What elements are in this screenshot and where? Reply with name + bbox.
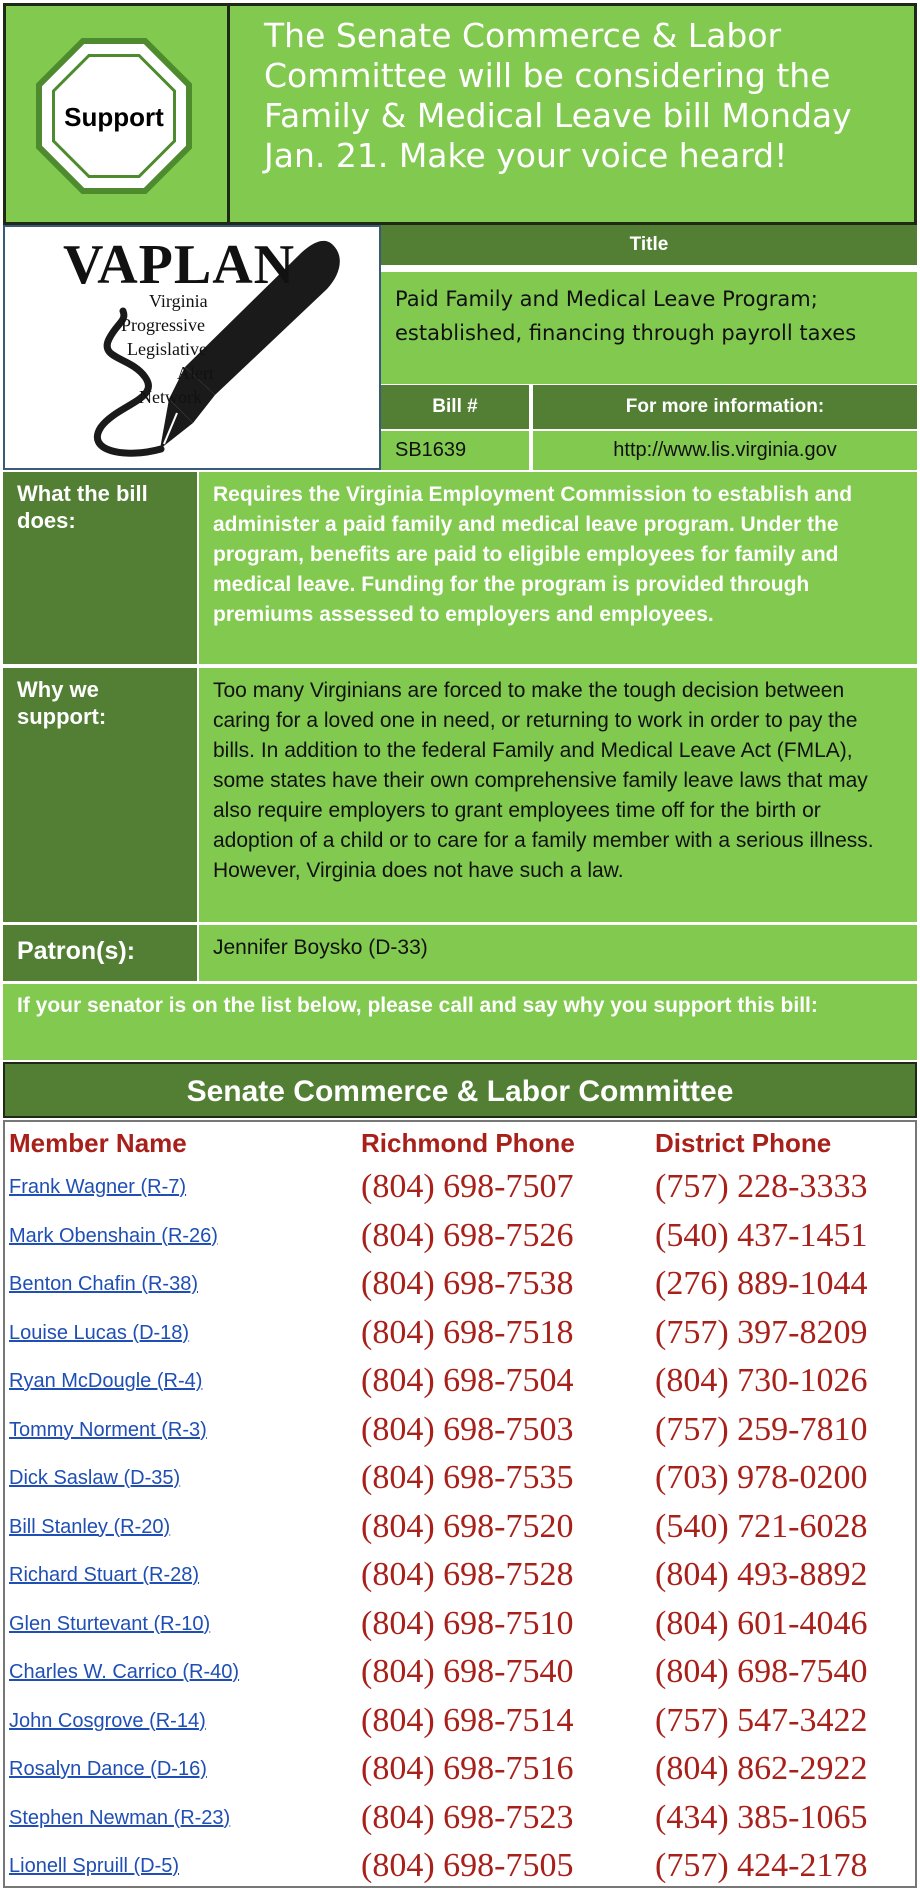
table-row — [5, 1407, 919, 1455]
district-phone: (804) 493-8892 — [655, 1556, 868, 1593]
district-phone: (703) 978-0200 — [655, 1459, 868, 1496]
richmond-phone: (804) 698-7523 — [361, 1798, 574, 1836]
district-phone: (804) 862-2922 — [655, 1750, 868, 1787]
member-name-link[interactable]: Lionell Spruill (D-5) — [9, 1855, 180, 1877]
richmond-phone: (804) 698-7520 — [361, 1507, 574, 1545]
call-to-action: If your senator is on the list below, please call and say why you support this bill: — [3, 984, 917, 1060]
member-name-link[interactable]: John Cosgrove (R-14) — [9, 1709, 206, 1732]
richmond-phone: (804) 698-7540 — [361, 1653, 574, 1690]
member-name-link[interactable]: Rosalyn Dance (D-16) — [9, 1758, 207, 1780]
support-badge: Support — [64, 102, 164, 132]
richmond-phone: (804) 698-7510 — [361, 1604, 574, 1642]
member-name-link[interactable]: Benton Chafin (R-38) — [9, 1273, 198, 1295]
richmond-phone: (804) 698-7504 — [361, 1362, 574, 1399]
logo-wordmark: VAPLAN — [63, 234, 296, 296]
table-row — [5, 1213, 919, 1261]
district-phone: (757) 259-7810 — [655, 1410, 868, 1448]
district-phone: (757) 397-8209 — [655, 1313, 868, 1351]
more-info-header: For more information: — [533, 385, 917, 429]
richmond-phone: (804) 698-7503 — [361, 1410, 574, 1448]
district-phone: (757) 547-3422 — [655, 1701, 868, 1739]
district-phone: (804) 698-7540 — [655, 1653, 868, 1690]
district-phone: (804) 730-1026 — [655, 1362, 868, 1399]
what-bill-does-label: What the bill does: — [3, 472, 197, 664]
district-phone: (757) 424-2178 — [655, 1847, 868, 1884]
why-support-label: Why we support: — [3, 668, 197, 922]
richmond-phone: (804) 698-7526 — [361, 1216, 574, 1254]
bill-number-header: Bill # — [381, 385, 529, 429]
richmond-phone: (804) 698-7528 — [361, 1556, 574, 1593]
member-name-link[interactable]: Frank Wagner (R-7) — [9, 1176, 187, 1198]
table-row — [5, 1455, 919, 1503]
richmond-phone: (804) 698-7514 — [361, 1701, 574, 1739]
member-name-link[interactable]: Louise Lucas (D-18) — [9, 1321, 190, 1344]
committee-title: Senate Commerce & Labor Committee — [3, 1062, 917, 1118]
member-name-link[interactable]: Charles W. Carrico (R-40) — [9, 1661, 240, 1683]
member-name-header: Member Name — [9, 1128, 187, 1158]
district-phone: (276) 889-1044 — [655, 1265, 868, 1302]
bill-info-table — [381, 225, 917, 470]
table-row — [5, 1310, 919, 1358]
support-badge-panel — [6, 6, 230, 222]
richmond-phone: (804) 698-7505 — [361, 1847, 574, 1884]
title-header: Title — [381, 225, 917, 265]
richmond-phone: (804) 698-7518 — [361, 1313, 574, 1351]
bill-number: SB1639 — [381, 431, 529, 470]
richmond-phone: (804) 698-7538 — [361, 1265, 574, 1302]
table-row — [5, 1746, 919, 1794]
richmond-phone-header: Richmond Phone — [361, 1128, 575, 1158]
vaplan-logo — [3, 225, 381, 470]
district-phone: (757) 228-3333 — [655, 1168, 868, 1205]
table-row — [5, 1698, 919, 1746]
top-banner — [3, 3, 917, 225]
headline: The Senate Commerce & Labor Committee will be considering the Family & Medical Leave bill Monday Jan. 21. Make your voice heard! — [264, 16, 852, 175]
logo-line: Alert — [177, 363, 214, 383]
patron-label: Patron(s): — [3, 925, 197, 981]
table-row — [5, 1843, 919, 1891]
member-name-link[interactable]: Bill Stanley (R-20) — [9, 1515, 171, 1538]
what-bill-does-text: Requires the Virginia Employment Commission to establish and administer a paid family and medical leave program. Under the program, benefits are paid to eligible employees for family and medical leave. Funding for the program is provided through premiums assessed to employers and employees. — [199, 472, 917, 664]
richmond-phone: (804) 698-7507 — [361, 1168, 574, 1205]
table-row — [5, 1552, 919, 1600]
district-phone: (540) 437-1451 — [655, 1216, 868, 1254]
logo-line: Network — [139, 387, 202, 407]
table-row — [5, 1358, 919, 1406]
member-directory — [3, 1120, 917, 1888]
title-cell — [381, 269, 917, 384]
member-name-link[interactable]: Mark Obenshain (R-26) — [9, 1224, 218, 1247]
member-name-link[interactable]: Dick Saslaw (D-35) — [9, 1467, 181, 1489]
district-phone-header: District Phone — [655, 1128, 832, 1158]
table-row — [5, 1649, 919, 1697]
district-phone: (434) 385-1065 — [655, 1798, 868, 1836]
member-name-link[interactable]: Tommy Norment (R-3) — [9, 1418, 207, 1441]
more-info-link[interactable]: http://www.lis.virginia.gov — [533, 431, 917, 470]
table-row — [5, 1504, 919, 1552]
table-row — [5, 1261, 919, 1309]
table-row — [5, 1795, 919, 1843]
richmond-phone: (804) 698-7516 — [361, 1750, 574, 1787]
bill-title: Paid Family and Medical Leave Program; established, financing through payroll taxes — [395, 287, 857, 345]
district-phone: (804) 601-4046 — [655, 1604, 868, 1642]
table-row — [5, 1601, 919, 1649]
member-name-link[interactable]: Richard Stuart (R-28) — [9, 1564, 200, 1586]
patron-text: Jennifer Boysko (D-33) — [199, 925, 917, 981]
logo-line: Virginia — [149, 291, 208, 311]
table-row — [5, 1164, 919, 1212]
member-name-link[interactable]: Glen Sturtevant (R-10) — [9, 1612, 211, 1635]
why-support-text: Too many Virginians are forced to make the tough decision between caring for a loved one in need, or returning to work in order to pay the bills. In addition to the federal Family and Medical Leave Act (FMLA), some states have their own comprehensive family leave laws that may also require employers to grant employees time off for the birth or adoption of a child or to care for a family member with a serious illness. However, Virginia does not have such a law. — [199, 668, 917, 922]
richmond-phone: (804) 698-7535 — [361, 1459, 574, 1496]
member-name-link[interactable]: Ryan McDougle (R-4) — [9, 1370, 203, 1392]
logo-line: Progressive — [121, 315, 205, 335]
logo-line: Legislative — [127, 339, 207, 359]
district-phone: (540) 721-6028 — [655, 1507, 868, 1545]
member-name-link[interactable]: Stephen Newman (R-23) — [9, 1806, 231, 1829]
